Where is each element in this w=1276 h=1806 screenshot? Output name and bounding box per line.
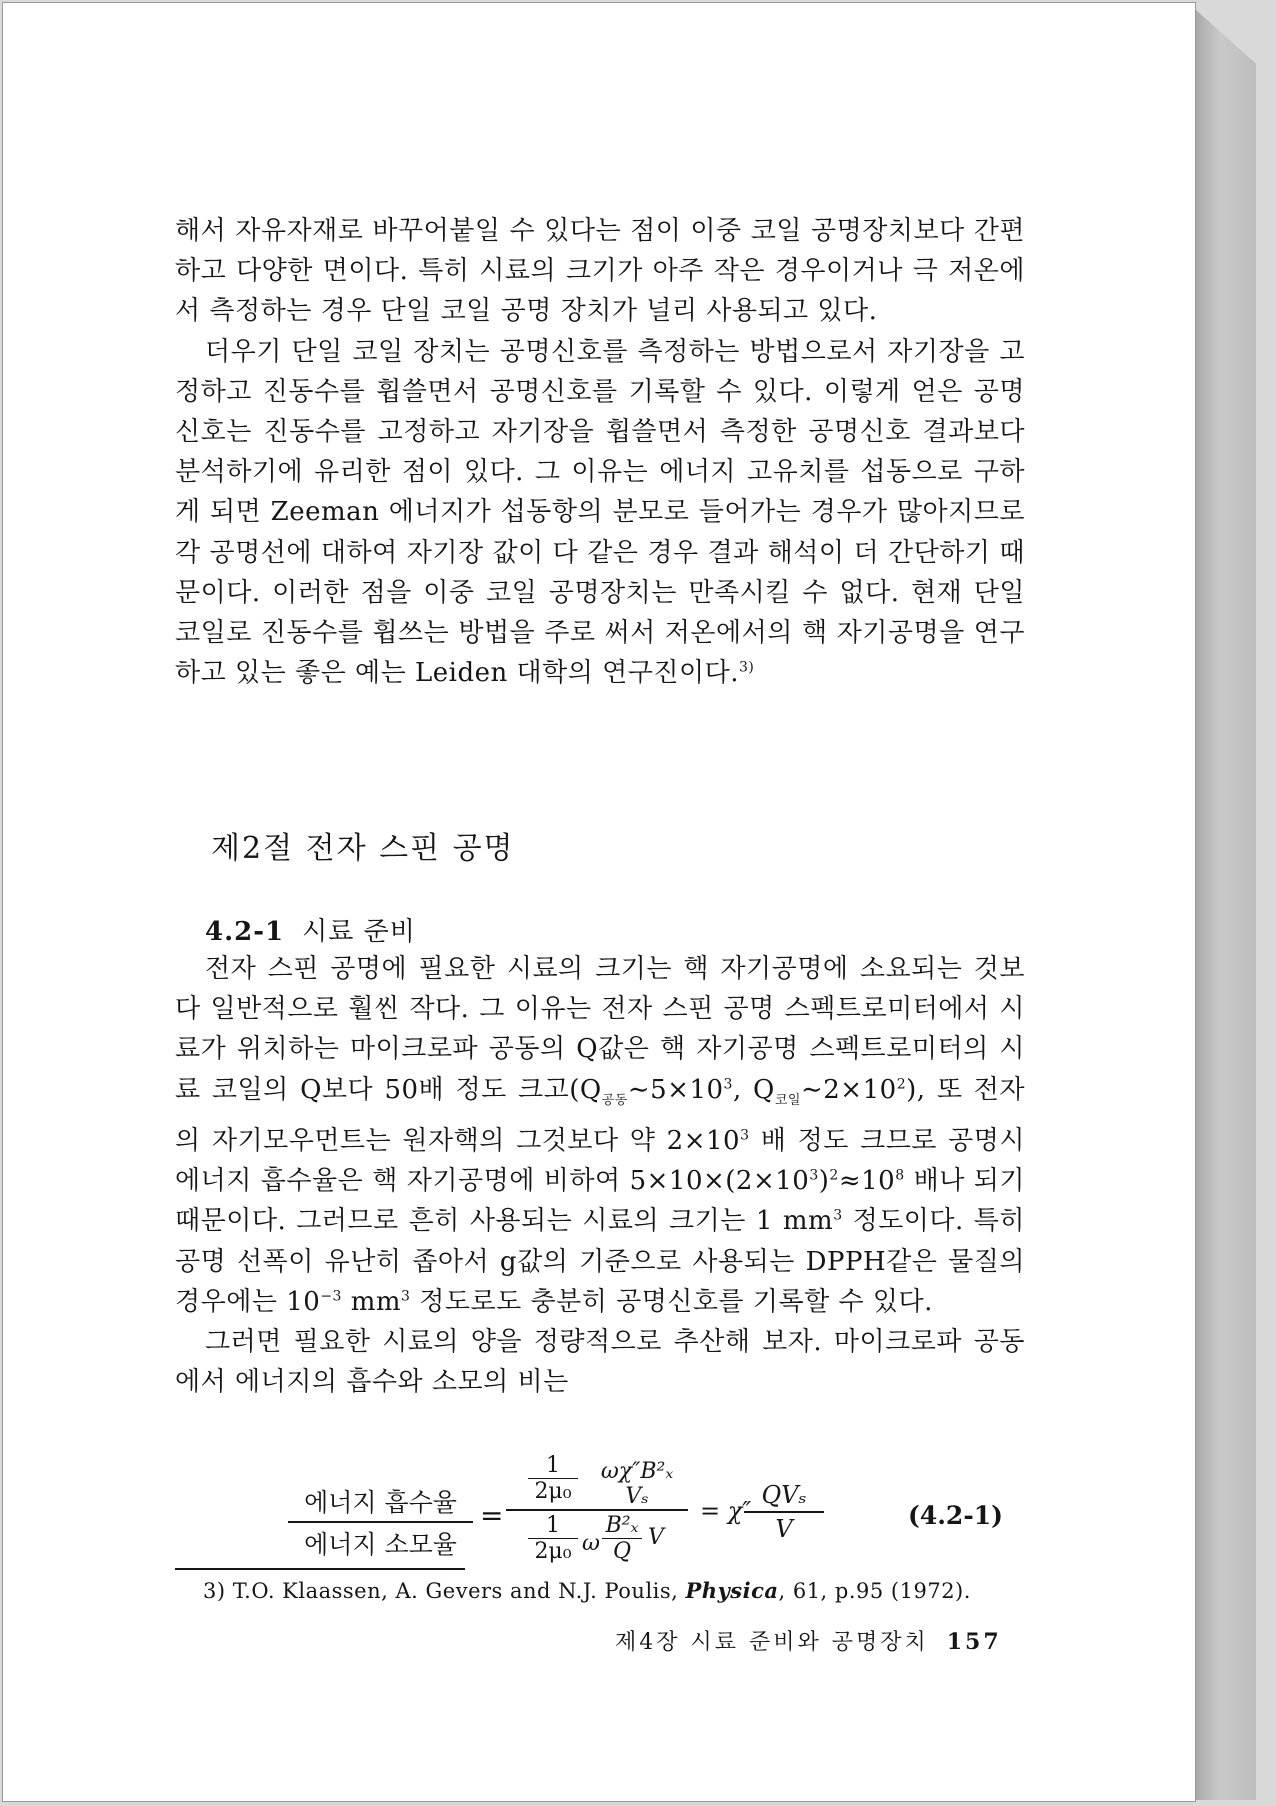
body-text-bottom bbox=[175, 949, 1025, 1402]
frac-bot: 2μ₀ bbox=[528, 1478, 578, 1504]
exponent: 2 bbox=[829, 1167, 839, 1184]
subscript-cavity: 공동 bbox=[601, 1092, 628, 1108]
one-over-two-mu bbox=[528, 1453, 578, 1504]
numerator-terms: ωχ″B²ₓ Vₛ bbox=[600, 1459, 674, 1509]
footnote-mark: 3) bbox=[203, 1579, 226, 1603]
equation-rhs bbox=[744, 1481, 824, 1543]
lhs-numerator: 에너지 흡수율 bbox=[304, 1488, 457, 1517]
b-over-q bbox=[602, 1513, 642, 1564]
text-run: ≈10 bbox=[838, 1166, 896, 1197]
footnote-journal: Physica bbox=[685, 1578, 779, 1603]
section-title: 제2절 전자 스핀 공명 bbox=[211, 831, 515, 866]
one-over-two-mu-den bbox=[528, 1513, 578, 1564]
page-number: 157 bbox=[946, 1629, 1002, 1655]
paragraph-estimate: 그러면 필요한 시료의 양을 정량적으로 추산해 보자. 마이크로파 공동에서 에너지의 흡수와 소모의 비는 bbox=[175, 1327, 1025, 1398]
chapter-title: 제4장 시료 준비와 공명장치 bbox=[615, 1630, 929, 1655]
middle-denominator bbox=[506, 1511, 688, 1567]
subsection-heading bbox=[205, 911, 416, 948]
footnote bbox=[203, 1578, 971, 1603]
equation-number: (4.2-1) bbox=[908, 1501, 1003, 1530]
rhs-denominator: V bbox=[775, 1515, 793, 1543]
exponent: 3 bbox=[833, 1207, 843, 1224]
equation-lhs bbox=[288, 1483, 473, 1561]
text-run: , Q bbox=[732, 1074, 775, 1105]
footnote-divider bbox=[175, 1568, 465, 1570]
text-run: ∼5×10 bbox=[627, 1074, 724, 1105]
text-run: 정도로도 충분히 공명신호를 기록할 수 있다. bbox=[419, 1286, 933, 1317]
text-run: ∼2×10 bbox=[800, 1074, 897, 1105]
equals-chi: = χ″ bbox=[700, 1497, 752, 1525]
paragraph-single-coil bbox=[175, 332, 1025, 694]
middle-numerator bbox=[506, 1453, 688, 1509]
rhs-numerator: QVₛ bbox=[761, 1481, 807, 1509]
text-run: 배 정도 크므로 공명시 에너지 흡수율은 핵 자기공명에 비하여 5×10×(2×10 bbox=[175, 1126, 1026, 1197]
exponent: 8 bbox=[895, 1167, 905, 1184]
volume-v: V bbox=[648, 1525, 664, 1550]
lhs-denominator: 에너지 소모율 bbox=[304, 1530, 457, 1559]
paragraph-single-coil-text: 더우기 단일 코일 장치는 공명신호를 측정하는 방법으로서 자기장을 고정하고 진동수를 휩쓸면서 공명신호를 기록할 수 있다. 이렇게 얻은 공명신호는 진동수를 고정하고 자기장을 휩쓸면서 측정한 공명신호 결과보다 분석하기에 유리한 점이 있다. 그 이유는 에너지 고유치를 섭동으로 구하게 되면 Zeeman 에너지가 섭동항의 분모로 들어가는 경우가 많아지므로 각 공명선에 대하여 자기장 값이 다 같은 경우 결과 해석이 더 간단하기 때문이다. 이러한 점을 이중 코일 공명장치는 만족시킬 수 없다. 현재 단일 코일로 진동수를 휩쓰는 방법을 주로 써서 저온에서의 핵 자기공명을 연구하고 있는 좋은 예는 Leiden 대학의 연구진이다. bbox=[175, 336, 1025, 689]
frac-bot: Q bbox=[602, 1538, 642, 1564]
subsection-number: 4.2-1 bbox=[205, 917, 285, 947]
subsection-title: 시료 준비 bbox=[302, 917, 416, 947]
exponent: 3 bbox=[401, 1288, 411, 1305]
exponent: −3 bbox=[320, 1288, 342, 1305]
exponent: 3 bbox=[723, 1075, 733, 1092]
fraction-bar bbox=[288, 1521, 473, 1523]
exponent: 3 bbox=[809, 1167, 819, 1184]
frac-top: B²ₓ bbox=[605, 1513, 639, 1538]
fraction-bar bbox=[744, 1511, 824, 1513]
footnote-authors: T.O. Klaassen, A. Gevers and N.J. Poulis, bbox=[232, 1579, 686, 1603]
paragraph-continuation: 해서 자유자재로 바꾸어붙일 수 있다는 점이 이중 코일 공명장치보다 간편하고 다양한 면이다. 특히 시료의 크기가 아주 작은 경우이거나 극 저온에서 측정하는 경우 단일 코일 공명 장치가 널리 사용되고 있다. bbox=[175, 216, 1025, 327]
frac-top: 1 bbox=[546, 1513, 560, 1538]
text-run: 정도이다. 특히 공명 선폭이 유난히 좁아서 g값의 기준으로 사용되는 DPPH같은 물질의 경우에는 10 bbox=[175, 1206, 1026, 1317]
equation-middle bbox=[506, 1453, 688, 1567]
reference-mark: 3) bbox=[738, 659, 755, 676]
text-run: ), 또 전자의 자기모우먼트는 원자핵의 그것보다 약 2×10 bbox=[175, 1074, 1025, 1156]
exponent: 2 bbox=[896, 1075, 907, 1092]
exponent: 3 bbox=[740, 1127, 750, 1144]
equation-4-2-1 bbox=[288, 1453, 1008, 1583]
book-page bbox=[2, 2, 1196, 1802]
subscript-coil: 코일 bbox=[774, 1092, 801, 1108]
page-edge-shadow bbox=[1196, 10, 1256, 1800]
footnote-citation: , 61, p.95 (1972). bbox=[778, 1579, 971, 1603]
running-footer bbox=[615, 1625, 1002, 1656]
text-run: mm bbox=[350, 1286, 402, 1317]
omega: ω bbox=[582, 1531, 600, 1556]
text-run: 전자 스핀 공명에 필요한 시료의 크기는 핵 자기공명에 소요되는 것보다 일반적으로 훨씬 작다. 그 이유는 전자 스핀 공명 스펙트로미터에서 시료가 위치하는 마이크로파 공동의 Q값은 핵 자기공명 스펙트로미터의 시료 코일의 Q보다 50배 정도 크고(Q bbox=[175, 954, 1025, 1105]
text-run: ) bbox=[818, 1166, 830, 1197]
frac-bot: 2μ₀ bbox=[528, 1538, 578, 1564]
equals-sign: = bbox=[480, 1499, 504, 1532]
paragraph-sample-size bbox=[175, 949, 1025, 1322]
frac-top: 1 bbox=[546, 1453, 560, 1478]
body-text-top bbox=[175, 211, 1025, 693]
text-run: 배나 되기 때문이다. 그러므로 흔히 사용되는 시료의 크기는 1 mm bbox=[175, 1166, 1026, 1237]
